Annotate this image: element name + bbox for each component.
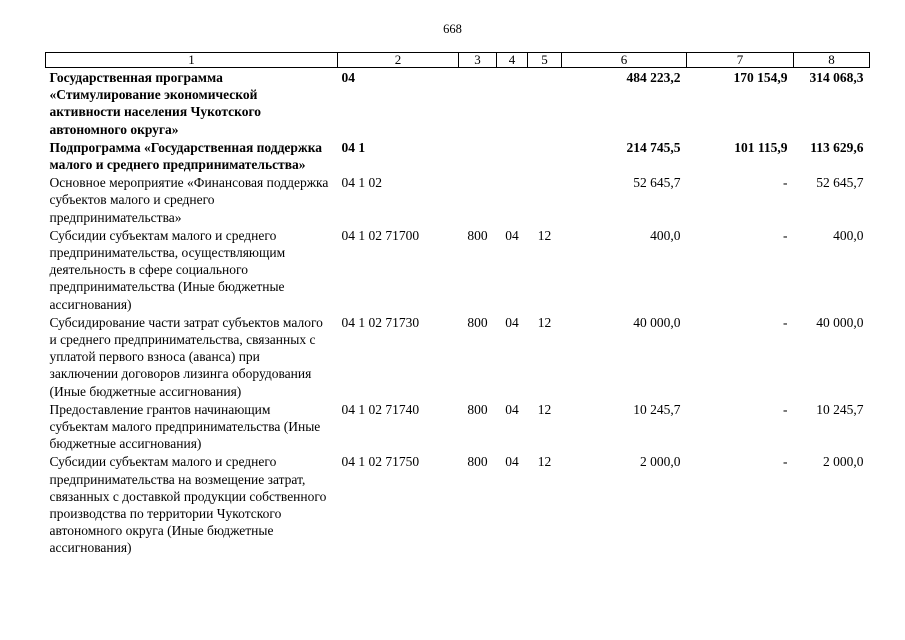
- row-total: 214 745,5: [626, 139, 681, 155]
- row-subsection: 12: [537, 227, 552, 243]
- header-col-3: 3: [459, 53, 497, 68]
- row-federal: 101 115,9: [734, 139, 788, 155]
- row-federal: -: [783, 401, 788, 417]
- table-row: [46, 226, 870, 313]
- row-expense-type: 800: [467, 454, 488, 470]
- header-col-6: 6: [562, 53, 687, 68]
- row-total: 40 000,0: [633, 314, 681, 330]
- row-federal: -: [783, 175, 788, 191]
- row-regional: 40 000,0: [816, 314, 864, 330]
- row-total: 2 000,0: [640, 454, 681, 470]
- table-row: [46, 68, 870, 138]
- row-name: Подпрограмма «Государственная поддержка малого и среднего предпринимательства»: [49, 139, 323, 173]
- row-regional: 314 068,3: [809, 70, 864, 85]
- row-name: Субсидии субъектам малого и среднего предпринимательства на возмещение затрат, связанных с доставкой продукции собственного производства по территории Чукотского автономного округа (Иные бюджетные ассигнования): [49, 454, 327, 556]
- header-col-8: 8: [794, 53, 870, 68]
- table-row: [46, 400, 870, 453]
- row-code: 04 1 02 71740: [341, 401, 420, 417]
- row-section: [497, 138, 528, 173]
- row-federal: -: [783, 454, 788, 470]
- table-header: [46, 53, 870, 68]
- table-row: [46, 173, 870, 226]
- row-subsection: [528, 68, 562, 138]
- row-section: 04: [505, 314, 519, 330]
- table-body: [46, 68, 870, 557]
- row-federal: 170 154,9: [733, 70, 788, 85]
- row-code: 04 1 02 71730: [341, 314, 420, 330]
- row-code: 04: [341, 70, 355, 85]
- row-subsection: 12: [537, 401, 552, 417]
- row-expense-type: 800: [467, 227, 488, 243]
- row-code: 04 1 02 71750: [341, 454, 420, 470]
- header-col-5: 5: [528, 53, 562, 68]
- header-row: [46, 53, 870, 68]
- row-federal: -: [783, 227, 788, 243]
- header-col-1: 1: [46, 53, 338, 68]
- row-subsection: 12: [537, 454, 552, 470]
- row-subsection: 12: [537, 314, 552, 330]
- row-name: Субсидирование части затрат субъектов малого и среднего предпринимательства, связанных с уплатой первого взноса (аванса) при заключении договоров лизинга оборудования (Иные бюджетные ассигнования): [49, 314, 323, 399]
- row-code: 04 1: [341, 139, 366, 155]
- row-name: Предоставление грантов начинающим субъектам малого предпринимательства (Иные бюджетные ассигнования): [49, 401, 321, 452]
- row-expense-type: [459, 68, 497, 138]
- row-total: 400,0: [650, 227, 681, 243]
- row-name: Субсидии субъектам малого и среднего предпринимательства, осуществляющим деятельность в сфере социального предпринимательства (Иные бюджетные ассигнования): [49, 227, 286, 312]
- header-col-2: 2: [338, 53, 459, 68]
- row-regional: 400,0: [833, 227, 864, 243]
- table-row: [46, 138, 870, 173]
- row-total: 52 645,7: [633, 175, 681, 191]
- table-row: [46, 452, 870, 556]
- row-section: 04: [505, 454, 519, 470]
- row-total: 10 245,7: [633, 401, 681, 417]
- row-expense-type: [459, 173, 497, 226]
- row-expense-type: 800: [467, 314, 488, 330]
- row-regional: 52 645,7: [816, 175, 864, 191]
- row-regional: 2 000,0: [823, 454, 864, 470]
- row-expense-type: [459, 138, 497, 173]
- table-row: [46, 313, 870, 400]
- header-col-7: 7: [687, 53, 794, 68]
- row-code: 04 1 02: [341, 175, 382, 191]
- row-federal: -: [783, 314, 788, 330]
- row-section: 04: [505, 401, 519, 417]
- row-expense-type: 800: [467, 401, 488, 417]
- row-total: 484 223,2: [626, 70, 681, 85]
- row-subsection: [528, 173, 562, 226]
- row-name: Государственная программа «Стимулирование экономической активности населения Чукотского автономного округа»: [49, 70, 262, 137]
- row-regional: 10 245,7: [816, 401, 864, 417]
- row-section: [497, 68, 528, 138]
- row-section: [497, 173, 528, 226]
- row-subsection: [528, 138, 562, 173]
- header-col-4: 4: [497, 53, 528, 68]
- row-section: 04: [505, 227, 519, 243]
- row-regional: 113 629,6: [810, 139, 864, 155]
- page-number: 668: [443, 22, 462, 36]
- row-name: Основное мероприятие «Финансовая поддержка субъектов малого и среднего предпринимательства»: [49, 175, 329, 225]
- row-code: 04 1 02 71700: [341, 227, 420, 243]
- budget-table: [45, 52, 870, 557]
